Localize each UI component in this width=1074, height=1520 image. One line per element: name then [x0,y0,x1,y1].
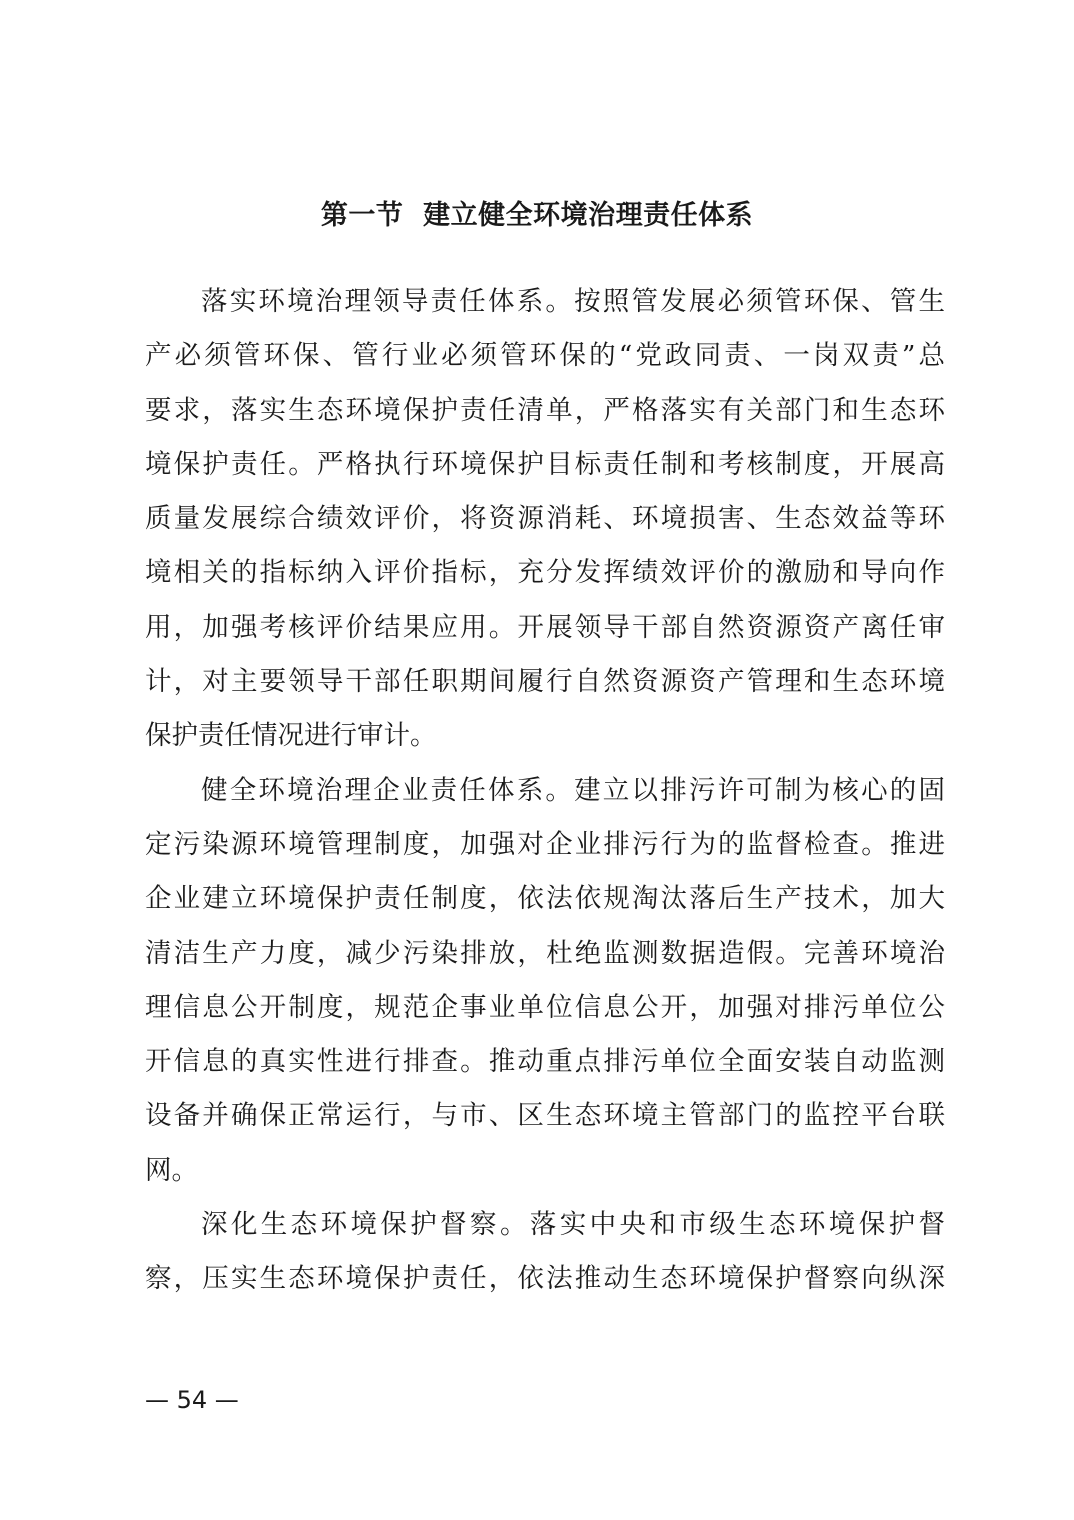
text-line: 开信息的真实性进行排查。推动重点排污单位全面安装自动监测 [145,1046,945,1078]
text-line: 质量发展综合绩效评价，将资源消耗、环境损害、生态效益等环 [145,503,945,535]
paragraph-enterprise-responsibility [145,769,945,1203]
paragraph-leadership-responsibility [145,280,945,769]
paragraph-environmental-inspection [145,1203,945,1312]
text-line: 境保护责任。严格执行环境保护目标责任制和考核制度，开展高 [145,448,945,480]
text-line: 网。 [145,1154,198,1186]
text-line: 健全环境治理企业责任体系。建立以排污许可制为核心的固 [201,774,945,806]
section-title: 第一节 建立健全环境治理责任体系 [320,200,754,231]
text-line: 产必须管环保、管行业必须管环保的“党政同责、一岗双责”总 [145,340,945,372]
text-line: 境相关的指标纳入评价指标，充分发挥绩效评价的激励和导向作 [145,557,945,589]
text-line: 理信息公开制度，规范企事业单位信息公开，加强对排污单位公 [145,991,945,1023]
text-line: 落实环境治理领导责任体系。按照管发展必须管环保、管生 [201,286,945,317]
text-line: 深化生态环境保护督察。落实中央和市级生态环境保护督 [201,1209,945,1241]
text-line: 要求，落实生态环境保护责任清单，严格落实有关部门和生态环 [145,394,945,426]
text-line: 企业建立环境保护责任制度，依法依规淘汰落后生产技术，加大 [145,883,945,915]
text-line: 设备并确保正常运行，与市、区生态环境主管部门的监控平台联 [145,1100,945,1132]
text-line: 计，对主要领导干部任职期间履行自然资源资产管理和生态环境 [145,666,945,698]
text-line: 定污染源环境管理制度，加强对企业排污行为的监督检查。推进 [145,828,945,860]
text-line: 保护责任情况进行审计。 [145,720,437,752]
page-number: — 54 — [145,1386,239,1414]
text-line: 察，压实生态环境保护责任，依法推动生态环境保护督察向纵深 [145,1263,945,1295]
body-text [145,280,945,1312]
text-line: 清洁生产力度，减少污染排放，杜绝监测数据造假。完善环境治 [145,937,945,969]
text-line: 用，加强考核评价结果应用。开展领导干部自然资源资产离任审 [145,611,945,643]
